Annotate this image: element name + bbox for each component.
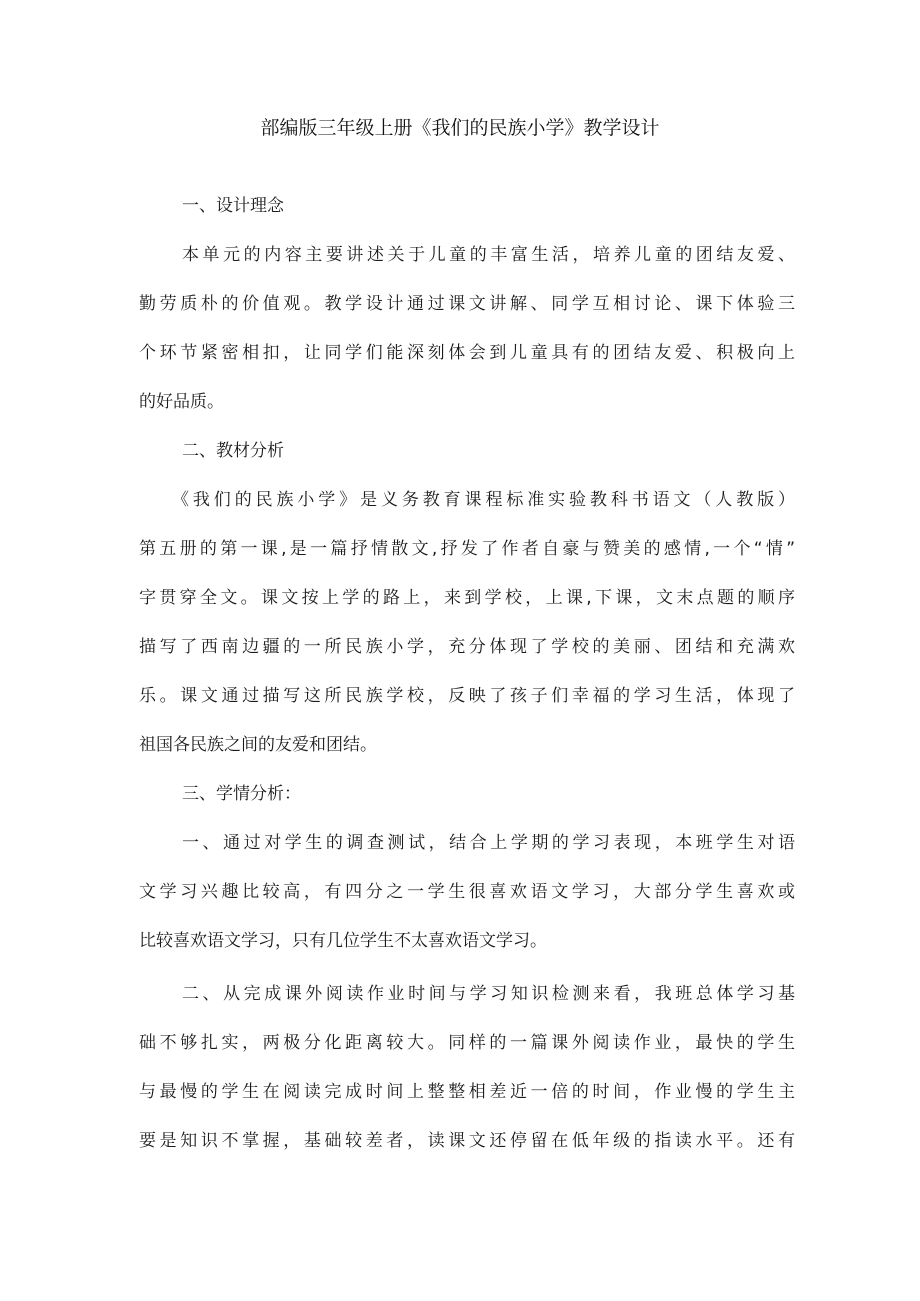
paragraph-line: 与最慢的学生在阅读完成时间上整整相差近一倍的时间，作业慢的学生主 (139, 1082, 795, 1102)
paragraph-line: 乐。课文通过描写这所民族学校，反映了孩子们幸福的学习生活，体现了 (139, 686, 795, 706)
paragraph-line: 要是知识不掌握，基础较差者，读课文还停留在低年级的指读水平。还有 (139, 1131, 795, 1151)
paragraph-line: 字贯穿全文。课文按上学的路上，来到学校，上课,下课，文末点题的顺序 (139, 588, 795, 608)
document-body (139, 187, 795, 1171)
paragraph-line: 勤劳质朴的价值观。教学设计通过课文讲解、同学互相讨论、课下体验三 (139, 294, 795, 314)
section-heading-design-concept: 一、设计理念 (182, 196, 284, 216)
paragraph-line: 第五册的第一课,是一篇抒情散文,抒发了作者自豪与赞美的感情,一个“情” (139, 539, 795, 559)
paragraph-line: 二、从完成课外阅读作业时间与学习知识检测来看，我班总体学习基 (182, 984, 795, 1004)
paragraph-line: 描写了西南边疆的一所民族小学，充分体现了学校的美丽、团结和充满欢 (139, 637, 795, 657)
paragraph-line: 个环节紧密相扣，让同学们能深刻体会到儿童具有的团结友爱、积极向上 (139, 343, 795, 363)
paragraph-line: 文学习兴趣比较高，有四分之一学生很喜欢语文学习，大部分学生喜欢或 (139, 882, 795, 902)
paragraph-line: 的好品质。 (139, 392, 224, 412)
paragraph-line: 《我们的民族小学》是义务教育课程标准实验教科书语文（人教版） (172, 490, 795, 510)
paragraph-line: 本单元的内容主要讲述关于儿童的丰富生活，培养儿童的团结友爱、 (182, 245, 795, 265)
section-heading-textbook-analysis: 二、教材分析 (182, 441, 284, 461)
paragraph-line: 础不够扎实，两极分化距离较大。同样的一篇课外阅读作业，最快的学生 (139, 1033, 795, 1053)
paragraph-line: 比较喜欢语文学习，只有几位学生不太喜欢语文学习。 (139, 931, 547, 951)
document-title: 部编版三年级上册《我们的民族小学》教学设计 (260, 117, 660, 139)
section-heading-learner-analysis: 三、学情分析： (182, 784, 301, 804)
paragraph-line: 祖国各民族之间的友爱和团结。 (139, 735, 377, 755)
paragraph-line: 一、通过对学生的调查测试，结合上学期的学习表现，本班学生对语 (182, 833, 795, 853)
